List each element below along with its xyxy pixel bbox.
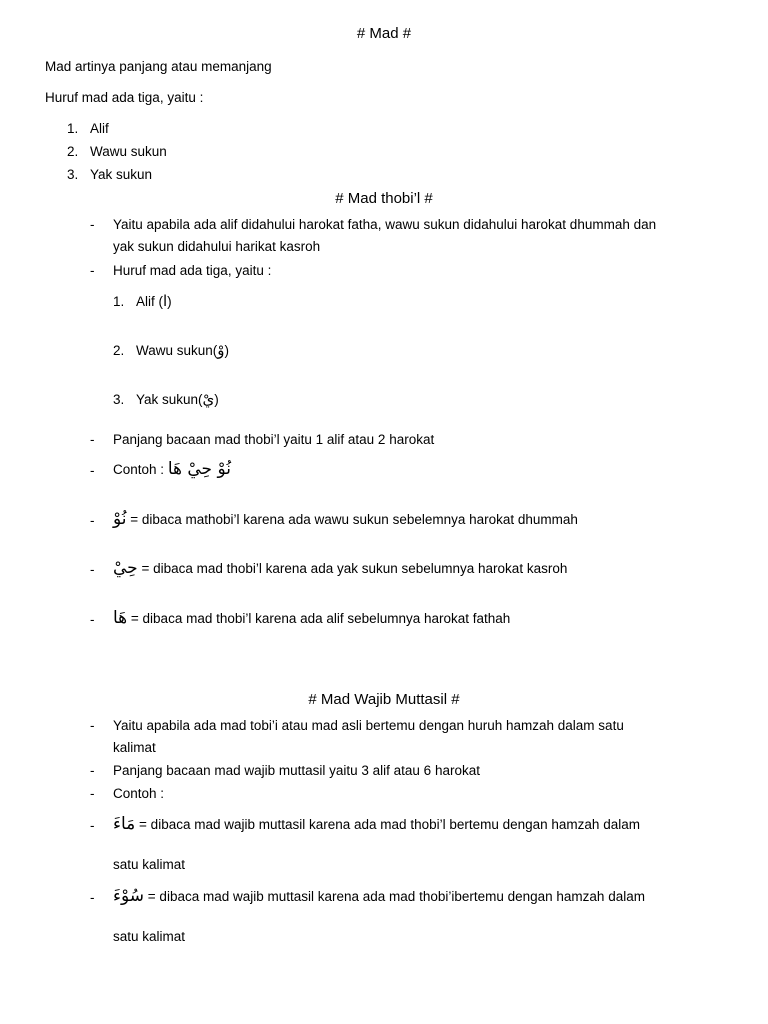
sublist-item	[136, 390, 219, 408]
bullet-text: Panjang bacaan mad wajib muttasil yaitu 3 alif atau 6 harokat	[113, 763, 480, 778]
bullet-dash: -	[90, 432, 95, 447]
arabic-letter: وْ	[217, 341, 225, 359]
list-item-text: Wawu sukun	[90, 144, 167, 159]
arabic-example: نُوْ حِيْ هَا	[167, 459, 231, 479]
bullet-text: Yaitu apabila ada mad tobi’i atau mad asli bertemu dengan huruh hamzah dalam satu	[113, 718, 624, 733]
sublist-item	[136, 292, 172, 310]
example-text: = dibaca mad wajib muttasil karena ada mad thobi’l bertemu dengan hamzah dalam	[139, 817, 640, 832]
bullet-dash: -	[90, 513, 95, 528]
arabic-example: نُوْ	[113, 509, 127, 529]
contoh-line	[113, 459, 231, 479]
bullet-dash: -	[90, 612, 95, 627]
bullet-dash: -	[90, 763, 95, 778]
section-title-mad-thobil: # Mad thobi’l #	[335, 190, 433, 207]
bullet-text-continued: kalimat	[113, 740, 156, 755]
bullet-dash: -	[90, 263, 95, 278]
bullet-dash: -	[90, 890, 95, 905]
arabic-letter: ا	[163, 292, 168, 310]
example-text: = dibaca mathobi’l karena ada wawu sukun sebelemnya harokat dhummah	[130, 512, 578, 527]
bullet-dash: -	[90, 786, 95, 801]
page-title: # Mad #	[356, 25, 412, 42]
contoh-label: Contoh :	[113, 462, 165, 477]
sublist-text: Alif (	[136, 294, 163, 309]
bullet-dash: -	[90, 718, 95, 733]
arabic-example: هَا	[113, 608, 128, 628]
bullet-text: Contoh :	[113, 786, 165, 801]
sublist-number: 3.	[113, 392, 125, 407]
sublist-number: 1.	[113, 294, 125, 309]
sublist-close: )	[224, 343, 230, 358]
arabic-example: مَاءَ	[113, 814, 136, 834]
example-text: = dibaca mad thobi’l karena ada alif sebelumnya harokat fathah	[127, 611, 511, 626]
example-text-continued: satu kalimat	[113, 857, 186, 872]
example-line	[113, 509, 578, 529]
arabic-example: حِيْ	[113, 558, 138, 578]
sublist-number: 2.	[113, 343, 125, 358]
arabic-letter: يْ	[202, 390, 215, 408]
sublist-text: Yak sukun(	[136, 392, 203, 407]
list-item-number: 1.	[67, 121, 79, 136]
sublist-item	[136, 341, 229, 359]
example-line	[113, 608, 510, 628]
example-text-continued: satu kalimat	[113, 929, 186, 944]
section-title-mad-wajib-muttasil: # Mad Wajib Muttasil #	[308, 691, 460, 708]
example-line	[113, 886, 645, 906]
arabic-example: سُوْءَ	[113, 886, 145, 906]
list-item-text: Alif	[90, 121, 109, 136]
example-line	[113, 558, 567, 578]
intro-list-intro: Huruf mad ada tiga, yaitu :	[45, 90, 204, 105]
bullet-dash: -	[90, 818, 95, 833]
example-line	[113, 814, 640, 834]
list-item-number: 2.	[67, 144, 79, 159]
list-item-text: Yak sukun	[90, 167, 153, 182]
bullet-text: Yaitu apabila ada alif didahului harokat fatha, wawu sukun didahului harokat dhummah dan	[113, 217, 657, 232]
bullet-dash: -	[90, 217, 95, 232]
example-text: = dibaca mad wajib muttasil karena ada mad thobi’ibertemu dengan hamzah dalam	[147, 889, 645, 904]
list-item-number: 3.	[67, 167, 79, 182]
sublist-close: )	[214, 392, 219, 407]
bullet-dash: -	[90, 463, 95, 478]
example-text: = dibaca mad thobi’l karena ada yak sukun sebelumnya harokat kasroh	[141, 561, 568, 576]
sublist-close: )	[167, 294, 172, 309]
bullet-dash: -	[90, 562, 95, 577]
sublist-text: Wawu sukun(	[136, 343, 218, 358]
bullet-text: Panjang bacaan mad thobi’l yaitu 1 alif atau 2 harokat	[113, 432, 435, 447]
intro-definition: Mad artinya panjang atau memanjang	[45, 59, 272, 74]
bullet-text-continued: yak sukun didahului harikat kasroh	[113, 239, 321, 254]
bullet-text: Huruf mad ada tiga, yaitu :	[113, 263, 272, 278]
